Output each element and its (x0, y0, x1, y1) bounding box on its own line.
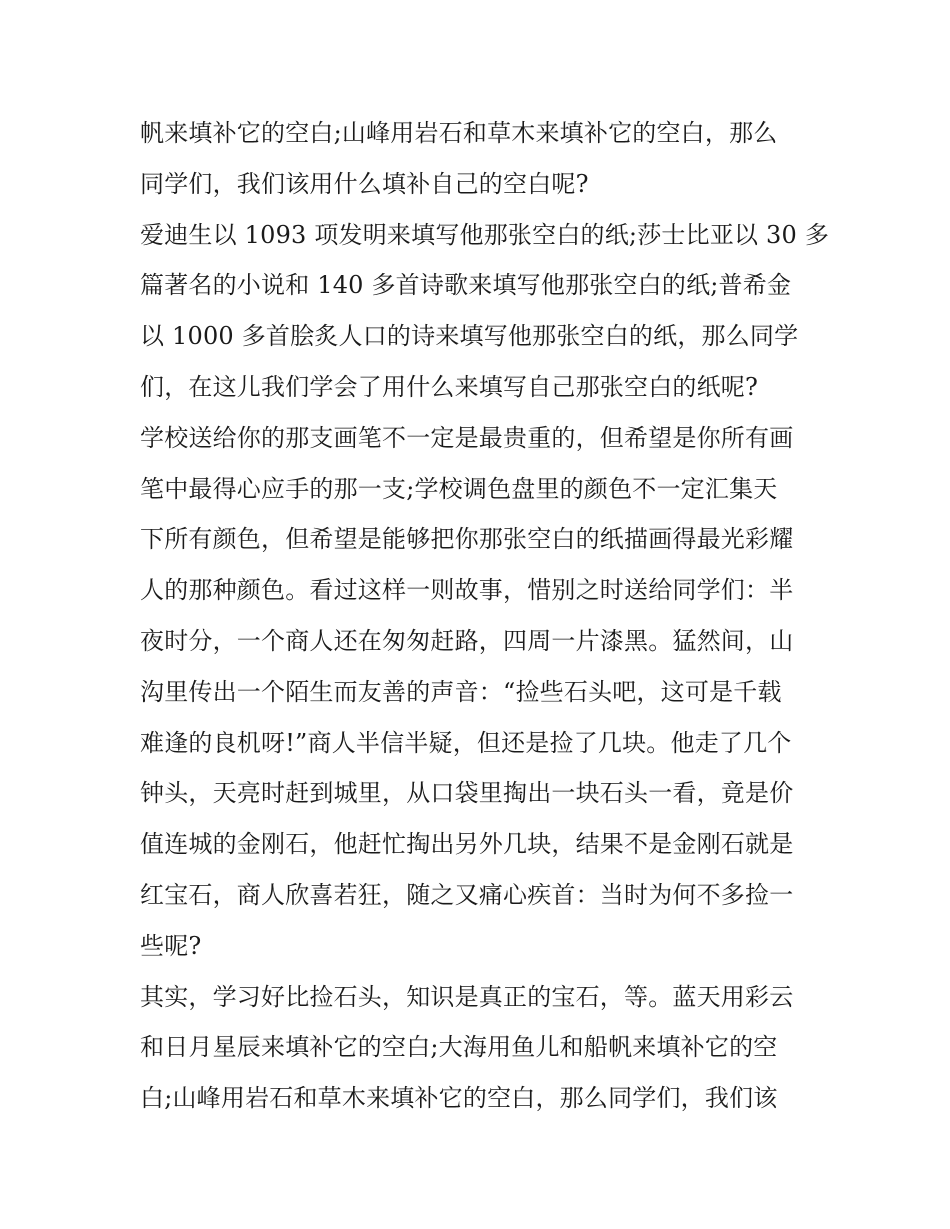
text-line: 帆来填补它的空白;山峰用岩石和草木来填补它的空白，那么 (140, 119, 778, 147)
text-line: 沟里传出一个陌生而友善的声音：“捡些石头吧，这可是千载 (140, 677, 782, 706)
body-text (140, 108, 830, 1124)
text-line: 和日月星辰来填补它的空白;大海用鱼儿和船帆来填补它的空 (140, 1033, 778, 1062)
text-line: 们，在这儿我们学会了用什么来填写自己那张空白的纸呢? (140, 372, 759, 401)
text-line: 值连城的金刚石，他赶忙掏出另外几块，结果不是金刚石就是 (140, 830, 794, 859)
text-line: 些呢? (140, 931, 202, 960)
text-line: 夜时分，一个商人还在匆匆赶路，四周一片漆黑。猛然间，山 (140, 626, 794, 655)
text-line: 以 1000 多首脍炙人口的诗来填写他那张空白的纸，那么同学 (140, 322, 799, 351)
text-line: 人的那种颜色。看过这样一则故事，惜别之时送给同学们：半 (140, 576, 794, 605)
text-line: 同学们，我们该用什么填补自己的空白呢? (140, 169, 589, 198)
text-line: 笔中最得心应手的那一支;学校调色盘里的颜色不一定汇集天 (140, 474, 778, 503)
text-line: 白;山峰用岩石和草木来填补它的空白，那么同学们，我们该 (140, 1084, 778, 1113)
text-line: 下所有颜色，但希望是能够把你那张空白的纸描画得最光彩耀 (140, 525, 794, 554)
text-line: 钟头，天亮时赶到城里，从口袋里掏出一块石头一看，竟是价 (140, 779, 794, 808)
text-line: 其实，学习好比捡石头，知识是真正的宝石，等。蓝天用彩云 (140, 982, 794, 1011)
text-line: 爱迪生以 1093 项发明来填写他那张空白的纸;莎士比亚以 30 多 (140, 220, 830, 249)
text-line: 难逢的良机呀!”商人半信半疑，但还是捡了几块。他走了几个 (140, 728, 792, 757)
text-line: 学校送给你的那支画笔不一定是最贵重的，但希望是你所有画 (140, 423, 794, 452)
text-line: 红宝石，商人欣喜若狂，随之又痛心疾首：当时为何不多捡一 (140, 880, 794, 909)
text-line: 篇著名的小说和 140 多首诗歌来填写他那张空白的纸;普希金 (140, 271, 792, 300)
